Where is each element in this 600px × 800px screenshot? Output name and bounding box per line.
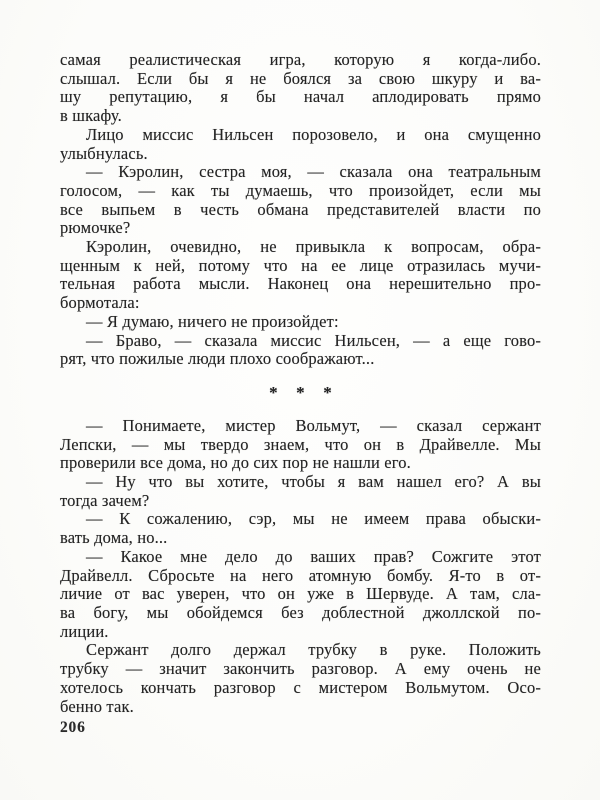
page-number: 206 xyxy=(60,719,86,736)
text-line: улыбнулась. xyxy=(60,143,148,163)
text-line: личие от вас уверен, что он уже в Шервуде. А там, сла- xyxy=(60,584,541,604)
text-line: бенно так. xyxy=(60,696,134,716)
text-line: ва богу, мы обойдемся без доблестной джоллской по- xyxy=(60,602,541,622)
text-line: Сержант долго держал трубку в руке. Положить xyxy=(86,640,541,660)
text-line: Кэролин, очевидно, не привыкла к вопросам, обра- xyxy=(86,237,541,257)
text-line: тогда зачем? xyxy=(60,490,150,510)
text-line: — Кэролин, сестра моя, — сказала она театральным xyxy=(86,162,541,182)
text-line: Драйвелл. Сбросьте на него атомную бомбу. Я-то в от- xyxy=(60,565,541,585)
text-line: рят, что пожилые люди плохо соображают... xyxy=(60,349,375,369)
text-line: голосом, — как ты думаешь, что произойдет, если мы xyxy=(60,180,541,200)
text-line: рюмочке? xyxy=(60,218,131,238)
text-line: слышал. Если бы я не боялся за свою шкуру и ва- xyxy=(60,68,541,88)
text-line: бормотала: xyxy=(60,293,140,313)
text-line: вать дома, но... xyxy=(60,528,168,548)
text-line: шу репутацию, я бы начал аплодировать прямо xyxy=(60,87,541,107)
text-block xyxy=(60,51,541,716)
text-line: в шкафу. xyxy=(60,106,122,126)
text-line: — К сожалению, сэр, мы не имеем права обыски- xyxy=(86,509,541,529)
text-line: самая реалистическая игра, которую я когда-либо. xyxy=(60,50,541,69)
text-line: хотелось кончать разговор с мистером Вольмутом. Осо- xyxy=(60,677,541,697)
text-line: лиции. xyxy=(60,621,109,641)
section-separator: * * * xyxy=(269,382,332,402)
text-line: — Браво, — сказала миссис Нильсен, — а еще гово- xyxy=(86,330,541,350)
text-line: — Ну что вы хотите, чтобы я вам нашел его? А вы xyxy=(86,472,541,492)
text-line: — Какое мне дело до ваших прав? Сожгите этот xyxy=(86,546,541,566)
text-line: трубку — значит закончить разговор. А ему очень не xyxy=(60,659,541,679)
text-line: — Понимаете, мистер Вольмут, — сказал сержант xyxy=(86,415,541,435)
text-line: — Я думаю, ничего не произойдет: xyxy=(86,311,339,331)
text-line: проверили все дома, но до сих пор не нашли его. xyxy=(60,453,411,473)
text-line: Лицо миссис Нильсен порозовело, и она смущенно xyxy=(86,124,541,144)
text-line: Лепски, — мы твердо знаем, что он в Драйвелле. Мы xyxy=(60,434,541,454)
text-line: тельная работа мысли. Наконец она нерешительно про- xyxy=(60,274,541,294)
text-line: все выпьем в честь обмана представителей власти по xyxy=(60,199,541,219)
text-line: щенным к ней, потому что на ее лице отразилась мучи- xyxy=(60,255,541,275)
